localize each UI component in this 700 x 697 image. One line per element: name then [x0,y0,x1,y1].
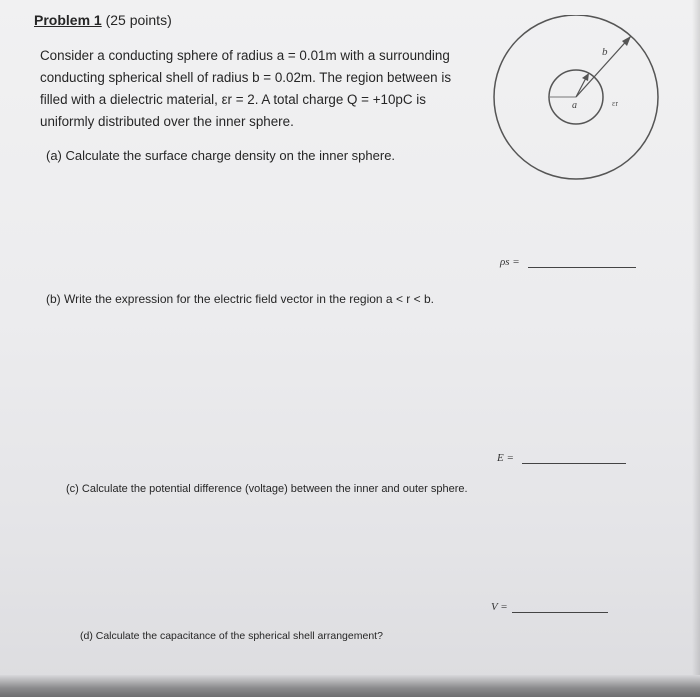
answer-b-label: E = [497,452,514,464]
problem-title [34,12,172,28]
statement-line: conducting spherical shell of radius b = 0.02m. The region between is [40,70,452,85]
question-a: (a) Calculate the surface charge density on the inner sphere. [46,148,396,163]
label-a: a [572,100,577,111]
label-epsilon-r: εr [612,99,619,108]
problem-points: (25 points) [105,12,172,28]
answer-b-blank[interactable] [522,463,626,464]
statement-line: Consider a conducting sphere of radius a = 0.01m with a surrounding [40,48,450,63]
label-b: b [602,46,608,58]
spherical-shell-diagram [488,15,668,187]
answer-a-blank[interactable] [528,267,636,268]
statement-line: filled with a dielectric material, εr = 2. A total charge Q = +10pC is [40,92,426,107]
problem-label: Problem 1 [34,12,102,28]
question-d: (d) Calculate the capacitance of the spherical shell arrangement? [80,630,383,642]
statement-line: uniformly distributed over the inner sphere. [40,114,294,129]
desk-edge [0,675,700,697]
problem-statement [40,45,451,133]
page-shadow [692,0,700,697]
answer-c-blank[interactable] [512,612,608,613]
question-c: (c) Calculate the potential difference (voltage) between the inner and outer sphere. [66,483,468,495]
answer-c-label: V = [491,601,508,613]
question-b: (b) Write the expression for the electric field vector in the region a < r < b. [46,292,434,306]
answer-a-label: ρs = [500,256,520,268]
